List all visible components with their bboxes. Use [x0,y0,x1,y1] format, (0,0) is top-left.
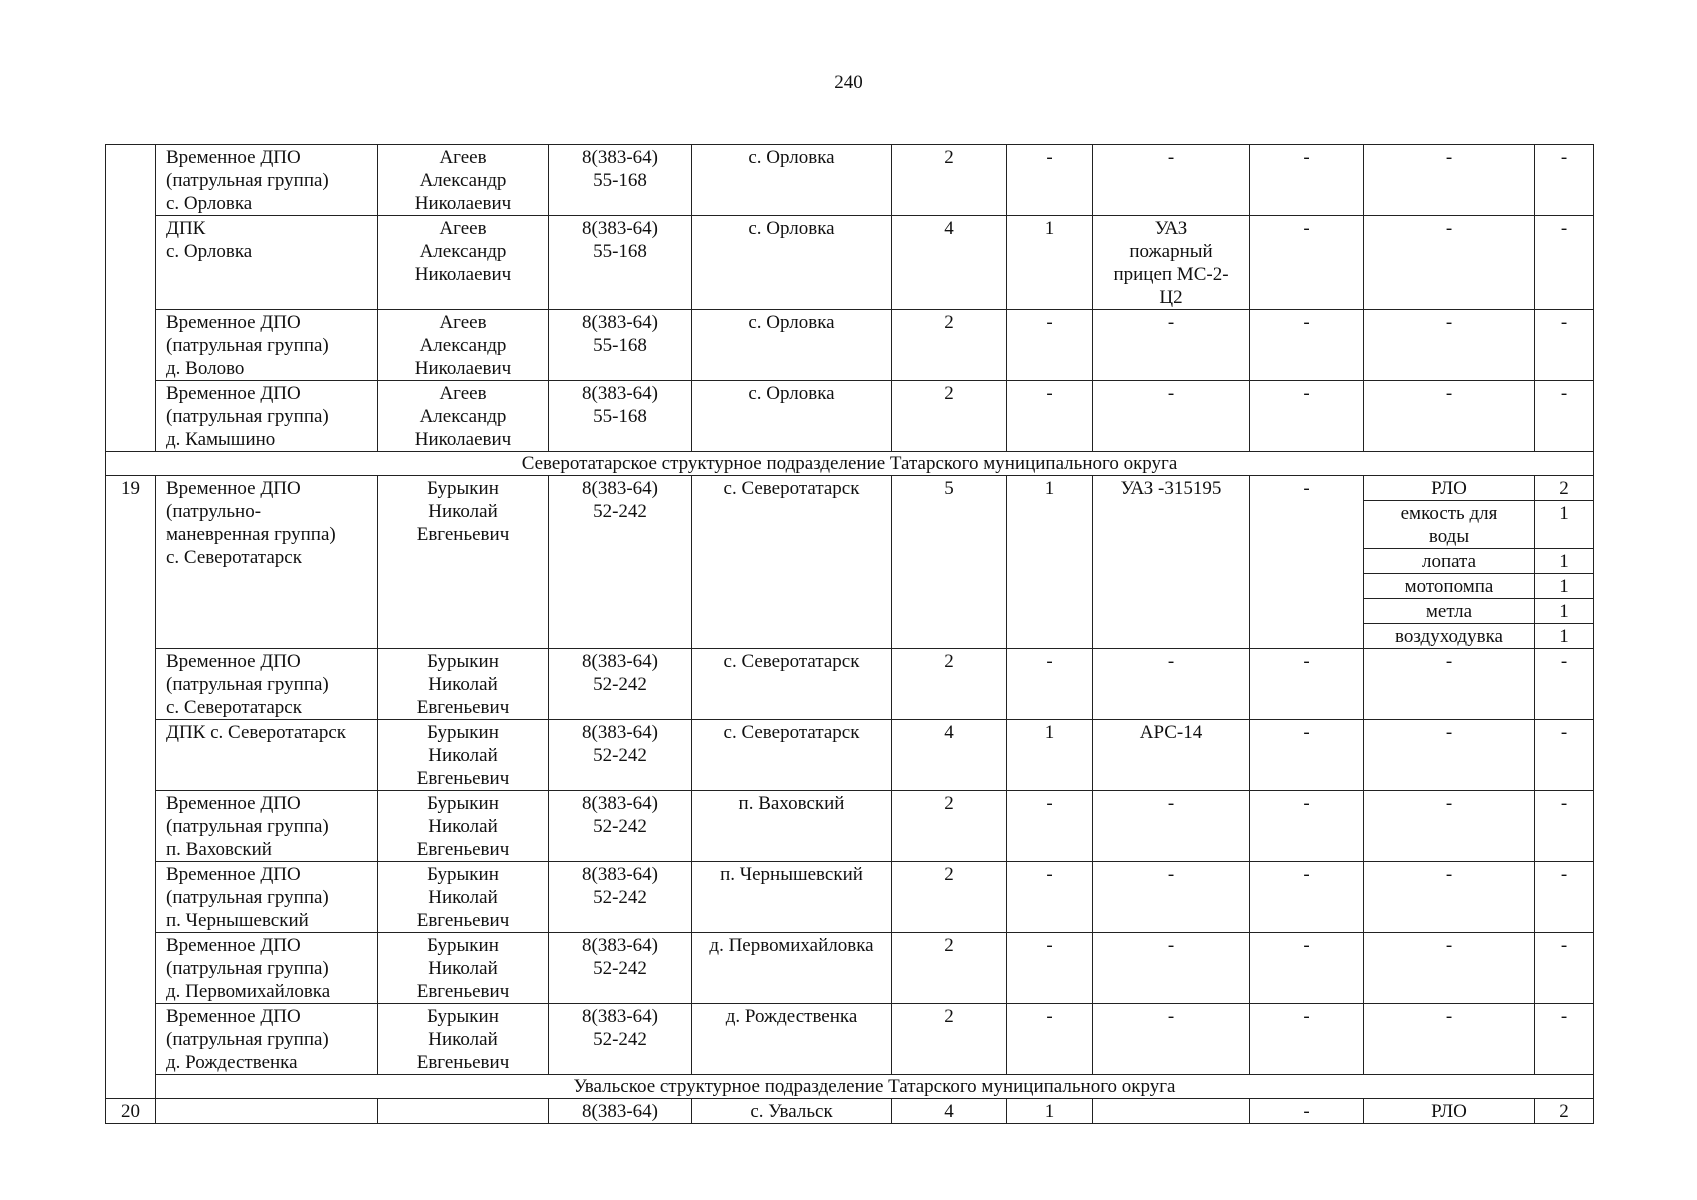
unit-name-cell: Временное ДПО (патрульная группа) д. Первомихайловка [156,933,378,1004]
table-row [106,145,1594,216]
people-cell: 2 [892,1004,1007,1075]
head-cell: Бурыкин Николай Евгеньевич [378,933,549,1004]
col8-cell: - [1250,933,1364,1004]
units-cell: - [1007,1004,1093,1075]
vehicle-cell: - [1093,1004,1250,1075]
section-header-row [106,452,1594,476]
people-cell: 4 [892,720,1007,791]
equipment-qty-cell: 1 [1535,599,1594,624]
head-cell: Бурыкин Николай Евгеньевич [378,720,549,791]
unit-name-cell: Временное ДПО (патрульная группа) с. Орловка [156,145,378,216]
people-cell: 4 [892,1099,1007,1124]
units-cell: - [1007,145,1093,216]
equipment-cell: мотопомпа [1364,574,1535,599]
page-number: 240 [834,72,863,93]
equipment-qty-cell: - [1535,381,1594,452]
people-cell: 2 [892,933,1007,1004]
unit-name-cell: Временное ДПО (патрульная группа) д. Волово [156,310,378,381]
people-cell: 5 [892,476,1007,649]
phone-cell: 8(383-64) 55-168 [549,310,692,381]
people-cell: 2 [892,145,1007,216]
people-cell: 2 [892,791,1007,862]
table-row [106,310,1594,381]
unit-name-cell: Временное ДПО (патрульно- маневренная группа) с. Северотатарск [156,476,378,649]
unit-name-cell: Временное ДПО (патрульная группа) с. Северотатарск [156,649,378,720]
units-cell: - [1007,933,1093,1004]
phone-cell: 8(383-64) 55-168 [549,381,692,452]
section-title: Северотатарское структурное подразделение Татарского муниципального округа [106,452,1594,476]
location-cell: с. Северотатарск [692,649,892,720]
equipment-cell: - [1364,1004,1535,1075]
equipment-qty-cell: 2 [1535,476,1594,501]
head-cell: Агеев Александр Николаевич [378,216,549,310]
people-cell: 4 [892,216,1007,310]
equipment-cell: - [1364,381,1535,452]
people-cell: 2 [892,310,1007,381]
head-cell: Бурыкин Николай Евгеньевич [378,1004,549,1075]
location-cell: с. Увальск [692,1099,892,1124]
equipment-qty-cell: - [1535,933,1594,1004]
units-cell: - [1007,310,1093,381]
col8-cell: - [1250,862,1364,933]
equipment-qty-cell: 2 [1535,1099,1594,1124]
col8-cell: - [1250,310,1364,381]
equipment-qty-cell: 1 [1535,574,1594,599]
vehicle-cell [1093,1099,1250,1124]
unit-name-cell: ДПК с. Орловка [156,216,378,310]
units-cell: - [1007,649,1093,720]
equipment-cell: - [1364,310,1535,381]
units-cell: - [1007,862,1093,933]
col8-cell: - [1250,1099,1364,1124]
equipment-qty-cell: 1 [1535,501,1594,549]
head-cell: Агеев Александр Николаевич [378,381,549,452]
table-row [106,216,1594,310]
vehicle-cell: - [1093,145,1250,216]
people-cell: 2 [892,381,1007,452]
equipment-cell: - [1364,933,1535,1004]
table-row [106,476,1594,501]
head-cell: Бурыкин Николай Евгеньевич [378,791,549,862]
head-cell: Бурыкин Николай Евгеньевич [378,476,549,649]
unit-name-cell: Временное ДПО (патрульная группа) д. Камышино [156,381,378,452]
col8-cell: - [1250,649,1364,720]
head-cell: Агеев Александр Николаевич [378,310,549,381]
location-cell: п. Ваховский [692,791,892,862]
fire-units-table [105,144,1594,1124]
phone-cell: 8(383-64) [549,1099,692,1124]
equipment-cell: - [1364,791,1535,862]
phone-cell: 8(383-64) 55-168 [549,216,692,310]
equipment-cell: метла [1364,599,1535,624]
unit-name-cell: Временное ДПО (патрульная группа) п. Чернышевский [156,862,378,933]
phone-cell: 8(383-64) 52-242 [549,862,692,933]
row-number-cell: 20 [106,1099,156,1124]
equipment-qty-cell: - [1535,862,1594,933]
vehicle-cell: АРС-14 [1093,720,1250,791]
phone-cell: 8(383-64) 52-242 [549,1004,692,1075]
phone-cell: 8(383-64) 52-242 [549,791,692,862]
row-number-cell [106,145,156,452]
unit-name-cell: ДПК с. Северотатарск [156,720,378,791]
location-cell: д. Первомихайловка [692,933,892,1004]
section-header-row [106,1075,1594,1099]
col8-cell: - [1250,791,1364,862]
section-title: Увальское структурное подразделение Татарского муниципального округа [156,1075,1594,1099]
table-row [106,1099,1594,1124]
unit-name-cell: Временное ДПО (патрульная группа) д. Рождественка [156,1004,378,1075]
head-cell: Бурыкин Николай Евгеньевич [378,862,549,933]
col8-cell: - [1250,216,1364,310]
unit-name-cell: Временное ДПО (патрульная группа) п. Ваховский [156,791,378,862]
units-cell: - [1007,381,1093,452]
phone-cell: 8(383-64) 52-242 [549,720,692,791]
equipment-cell: - [1364,862,1535,933]
col8-cell: - [1250,720,1364,791]
vehicle-cell: УАЗ пожарный прицеп МС-2- Ц2 [1093,216,1250,310]
head-cell: Агеев Александр Николаевич [378,145,549,216]
table-row [106,649,1594,720]
equipment-cell: РЛО [1364,1099,1535,1124]
equipment-qty-cell: 1 [1535,549,1594,574]
location-cell: с. Северотатарск [692,476,892,649]
table-row [106,381,1594,452]
equipment-cell: - [1364,145,1535,216]
table-row [106,791,1594,862]
location-cell: п. Чернышевский [692,862,892,933]
phone-cell: 8(383-64) 55-168 [549,145,692,216]
units-cell: - [1007,791,1093,862]
table-row [106,933,1594,1004]
phone-cell: 8(383-64) 52-242 [549,649,692,720]
vehicle-cell: - [1093,381,1250,452]
location-cell: с. Орловка [692,145,892,216]
equipment-cell: - [1364,720,1535,791]
equipment-cell: - [1364,216,1535,310]
vehicle-cell: - [1093,649,1250,720]
equipment-cell: лопата [1364,549,1535,574]
equipment-cell: РЛО [1364,476,1535,501]
head-cell [378,1099,549,1124]
location-cell: д. Рождественка [692,1004,892,1075]
unit-name-cell [156,1099,378,1124]
head-cell: Бурыкин Николай Евгеньевич [378,649,549,720]
people-cell: 2 [892,862,1007,933]
vehicle-cell: - [1093,791,1250,862]
equipment-qty-cell: - [1535,649,1594,720]
table-row [106,720,1594,791]
equipment-cell: - [1364,649,1535,720]
col8-cell: - [1250,145,1364,216]
location-cell: с. Орловка [692,310,892,381]
units-cell: 1 [1007,720,1093,791]
equipment-cell: воздуходувка [1364,624,1535,649]
equipment-qty-cell: - [1535,720,1594,791]
location-cell: с. Северотатарск [692,720,892,791]
units-cell: 1 [1007,1099,1093,1124]
phone-cell: 8(383-64) 52-242 [549,476,692,649]
equipment-qty-cell: - [1535,1004,1594,1075]
vehicle-cell: - [1093,933,1250,1004]
location-cell: с. Орловка [692,381,892,452]
col8-cell: - [1250,381,1364,452]
col8-cell: - [1250,1004,1364,1075]
equipment-cell: емкость для воды [1364,501,1535,549]
equipment-qty-cell: - [1535,791,1594,862]
table-row [106,1004,1594,1075]
vehicle-cell: - [1093,862,1250,933]
row-number-cell: 19 [106,476,156,1099]
equipment-qty-cell: - [1535,310,1594,381]
units-cell: 1 [1007,476,1093,649]
units-cell: 1 [1007,216,1093,310]
people-cell: 2 [892,649,1007,720]
vehicle-cell: - [1093,310,1250,381]
col8-cell: - [1250,476,1364,649]
table-row [106,862,1594,933]
vehicle-cell: УАЗ -315195 [1093,476,1250,649]
phone-cell: 8(383-64) 52-242 [549,933,692,1004]
equipment-qty-cell: - [1535,145,1594,216]
equipment-qty-cell: - [1535,216,1594,310]
equipment-qty-cell: 1 [1535,624,1594,649]
location-cell: с. Орловка [692,216,892,310]
